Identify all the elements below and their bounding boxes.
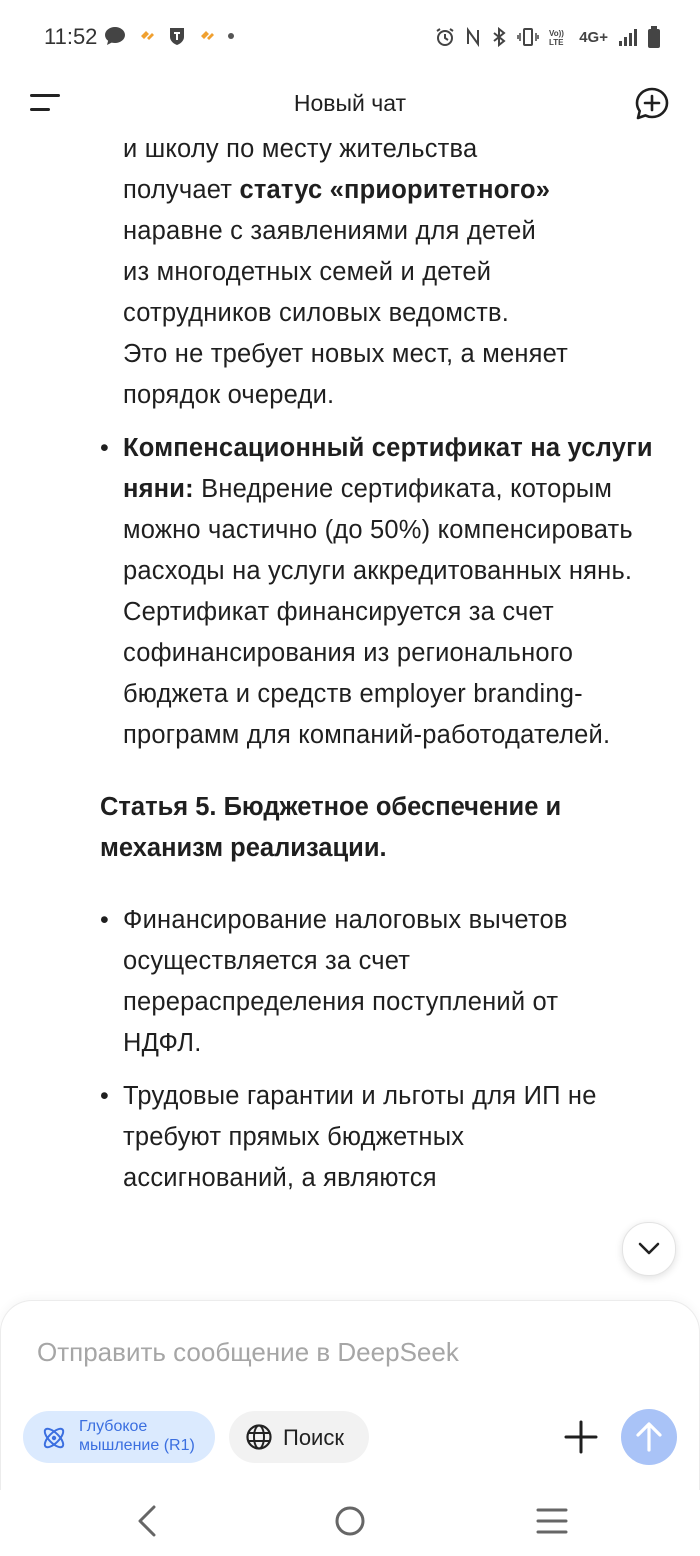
bullet: • bbox=[100, 1082, 109, 1110]
section-heading: Статья 5. Бюджетное обеспечение и механизм реализации. bbox=[100, 793, 562, 862]
text-run: Внедрение сертификата, которым можно частично (до 50%) компенсировать расходы на услуги аккредитованных нянь. Сертификат финансируется за счет софинансирования из регионального бюджета и средств employer branding-программ для компаний-работодателей. bbox=[123, 475, 633, 749]
text-line: сотрудников силовых ведомств. bbox=[123, 299, 509, 327]
bold-text: статус «приоритетного» bbox=[239, 176, 551, 204]
list-item-text bbox=[0, 428, 653, 756]
deep-think-toggle[interactable] bbox=[23, 1411, 215, 1463]
battery-icon bbox=[648, 26, 660, 48]
text-line: из многодетных семей и детей bbox=[123, 258, 492, 286]
list-item-text: Финансирование налоговых вычетов осуществляется за счет перераспределения поступлений от НДФЛ. bbox=[123, 906, 568, 1057]
vibrate-icon bbox=[517, 27, 539, 47]
text-line: Это не требует новых мест, а меняет bbox=[123, 340, 569, 368]
list-item bbox=[0, 1076, 700, 1199]
home-icon[interactable] bbox=[334, 1504, 366, 1538]
text-line bbox=[123, 170, 663, 211]
text-line: порядок очереди. bbox=[123, 381, 335, 409]
chat-bubble-icon bbox=[104, 26, 126, 46]
message-composer bbox=[0, 1300, 700, 1490]
text-line: и школу по месту жительства bbox=[123, 136, 478, 163]
plus-icon[interactable] bbox=[561, 1417, 601, 1457]
alarm-icon bbox=[435, 27, 455, 47]
bluetooth-icon bbox=[491, 27, 507, 47]
svg-text:LTE: LTE bbox=[549, 38, 564, 47]
web-search-toggle[interactable] bbox=[229, 1411, 369, 1463]
recent-apps-icon[interactable] bbox=[536, 1506, 568, 1536]
bold-text: Компенсационный сертификат на услуги няни: bbox=[123, 434, 653, 503]
list-item-text: Трудовые гарантии и льготы для ИП не требуют прямых бюджетных ассигнований, а являются bbox=[123, 1082, 597, 1192]
list-item bbox=[0, 428, 700, 756]
send-button[interactable] bbox=[621, 1409, 677, 1465]
back-icon[interactable] bbox=[134, 1504, 162, 1538]
deep-think-label: Глубокое мышление (R1) bbox=[79, 1418, 195, 1454]
chevron-down-icon bbox=[637, 1239, 661, 1259]
globe-icon bbox=[245, 1423, 273, 1451]
system-navigation-bar bbox=[0, 1490, 700, 1556]
app-notification-icon bbox=[138, 27, 156, 45]
arrow-up-icon bbox=[635, 1421, 663, 1453]
new-chat-icon[interactable] bbox=[634, 86, 670, 122]
notification-icons bbox=[104, 26, 234, 46]
message-paragraph bbox=[0, 136, 663, 416]
text-run: получает bbox=[123, 176, 240, 204]
nfc-icon bbox=[465, 27, 481, 47]
status-time: 11:52 bbox=[44, 24, 98, 49]
status-bar bbox=[0, 0, 700, 72]
svg-text:Vo)): Vo)) bbox=[549, 29, 565, 38]
bullet: • bbox=[100, 434, 109, 462]
app-header bbox=[0, 72, 700, 136]
chat-messages[interactable] bbox=[0, 136, 700, 1300]
network-type: 4G+ bbox=[579, 28, 608, 46]
app-notification-icon bbox=[198, 27, 216, 45]
more-notifications-dot bbox=[228, 33, 234, 39]
volte-icon bbox=[549, 27, 569, 47]
signal-icon bbox=[618, 27, 638, 47]
bullet: • bbox=[100, 906, 109, 934]
list-item bbox=[0, 900, 700, 1064]
text-line: наравне с заявлениями для детей bbox=[123, 217, 536, 245]
atom-icon bbox=[39, 1423, 69, 1453]
search-label: Поиск bbox=[283, 1425, 344, 1450]
assistant-message bbox=[0, 136, 700, 1199]
message-input[interactable] bbox=[35, 1331, 639, 1373]
shield-icon bbox=[168, 26, 186, 46]
system-icons bbox=[435, 26, 660, 48]
page-title: Новый чат bbox=[293, 90, 407, 116]
scroll-to-bottom-button[interactable] bbox=[622, 1222, 676, 1276]
